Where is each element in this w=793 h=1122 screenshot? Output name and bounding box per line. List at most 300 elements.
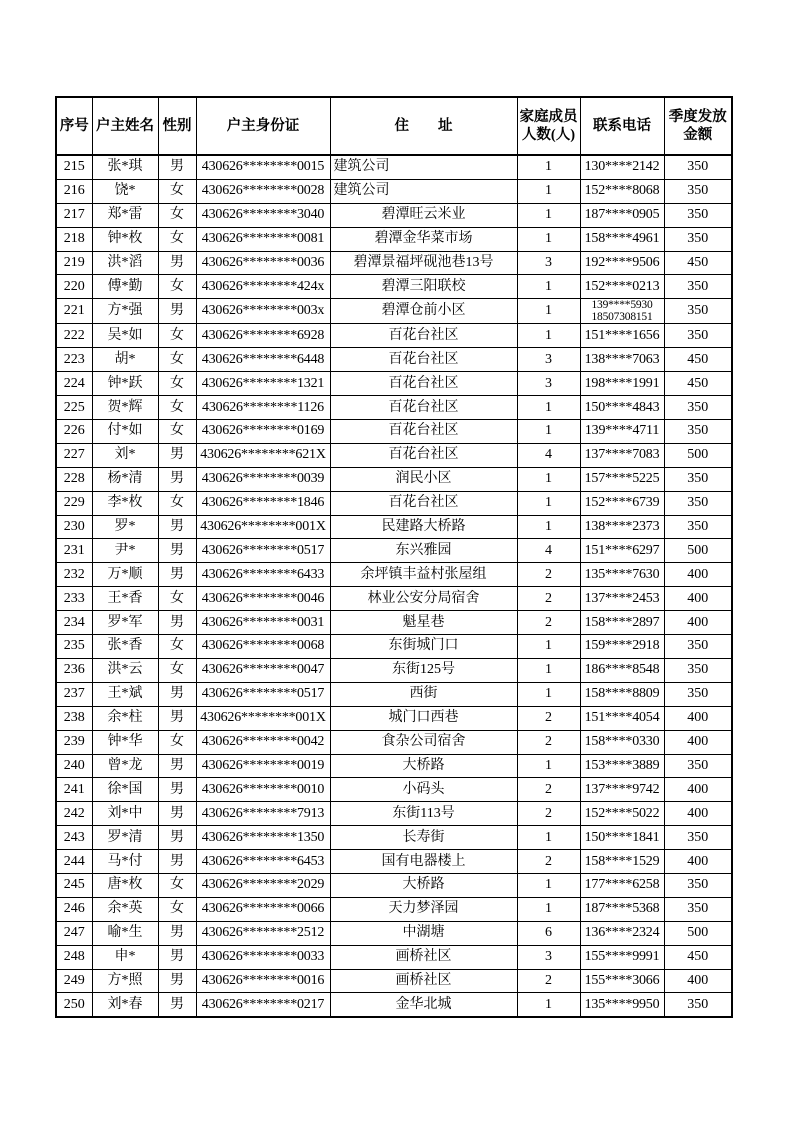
cell-id-number: 430626********1126 [196, 396, 330, 420]
cell-serial-number: 245 [56, 873, 92, 897]
cell-family-members: 1 [517, 227, 580, 251]
cell-householder-name: 傅*勤 [92, 275, 158, 299]
cell-householder-name: 钟*华 [92, 730, 158, 754]
cell-address: 大桥路 [330, 754, 517, 778]
cell-serial-number: 226 [56, 420, 92, 444]
cell-id-number: 430626********0047 [196, 658, 330, 682]
table-row [56, 372, 732, 396]
table-row [56, 275, 732, 299]
cell-id-number: 430626********0015 [196, 155, 330, 179]
cell-family-members: 1 [517, 897, 580, 921]
table-row [56, 921, 732, 945]
cell-address: 小码头 [330, 778, 517, 802]
cell-serial-number: 233 [56, 587, 92, 611]
cell-id-number: 430626********0016 [196, 969, 330, 993]
cell-family-members: 4 [517, 539, 580, 563]
cell-serial-number: 241 [56, 778, 92, 802]
table-row [56, 420, 732, 444]
cell-address: 城门口西巷 [330, 706, 517, 730]
cell-id-number: 430626********0036 [196, 251, 330, 275]
cell-quarterly-amount: 400 [664, 850, 732, 874]
cell-gender: 女 [158, 587, 196, 611]
cell-address: 碧潭旺云米业 [330, 203, 517, 227]
cell-gender: 男 [158, 802, 196, 826]
cell-id-number: 430626********0169 [196, 420, 330, 444]
cell-id-number: 430626********6928 [196, 324, 330, 348]
cell-id-number: 430626********1321 [196, 372, 330, 396]
cell-address: 东街城门口 [330, 635, 517, 659]
table-row [56, 179, 732, 203]
cell-householder-name: 刘*中 [92, 802, 158, 826]
table-row [56, 850, 732, 874]
cell-quarterly-amount: 350 [664, 491, 732, 515]
cell-phone: 157****5225 [580, 467, 664, 491]
cell-householder-name: 尹* [92, 539, 158, 563]
cell-gender: 女 [158, 324, 196, 348]
cell-family-members: 1 [517, 203, 580, 227]
header-members: 家庭成员人数(人) [517, 97, 580, 155]
cell-gender: 男 [158, 826, 196, 850]
cell-quarterly-amount: 400 [664, 778, 732, 802]
cell-serial-number: 231 [56, 539, 92, 563]
cell-householder-name: 余*柱 [92, 706, 158, 730]
cell-family-members: 1 [517, 275, 580, 299]
cell-family-members: 1 [517, 420, 580, 444]
cell-householder-name: 杨*清 [92, 467, 158, 491]
cell-serial-number: 224 [56, 372, 92, 396]
cell-family-members: 1 [517, 491, 580, 515]
cell-quarterly-amount: 400 [664, 969, 732, 993]
table-row [56, 682, 732, 706]
cell-id-number: 430626********0039 [196, 467, 330, 491]
cell-id-number: 430626********0217 [196, 993, 330, 1017]
cell-householder-name: 王*香 [92, 587, 158, 611]
cell-gender: 女 [158, 372, 196, 396]
cell-householder-name: 刘*春 [92, 993, 158, 1017]
header-phone: 联系电话 [580, 97, 664, 155]
table-row [56, 993, 732, 1017]
cell-phone: 135****7630 [580, 563, 664, 587]
cell-serial-number: 218 [56, 227, 92, 251]
cell-phone: 137****9742 [580, 778, 664, 802]
cell-id-number: 430626********0068 [196, 635, 330, 659]
cell-id-number: 430626********0517 [196, 539, 330, 563]
cell-family-members: 2 [517, 778, 580, 802]
table-row [56, 969, 732, 993]
cell-quarterly-amount: 350 [664, 203, 732, 227]
cell-householder-name: 徐*国 [92, 778, 158, 802]
cell-householder-name: 贺*辉 [92, 396, 158, 420]
cell-serial-number: 234 [56, 611, 92, 635]
cell-address: 画桥社区 [330, 969, 517, 993]
cell-quarterly-amount: 400 [664, 706, 732, 730]
cell-phone: 155****9991 [580, 945, 664, 969]
cell-family-members: 3 [517, 348, 580, 372]
cell-phone: 187****5368 [580, 897, 664, 921]
cell-id-number: 430626********621X [196, 443, 330, 467]
cell-householder-name: 饶* [92, 179, 158, 203]
cell-householder-name: 万*顺 [92, 563, 158, 587]
cell-phone: 177****6258 [580, 873, 664, 897]
cell-phone: 158****4961 [580, 227, 664, 251]
cell-householder-name: 曾*龙 [92, 754, 158, 778]
cell-quarterly-amount: 350 [664, 897, 732, 921]
cell-family-members: 1 [517, 682, 580, 706]
cell-address: 百花台社区 [330, 372, 517, 396]
table-row [56, 324, 732, 348]
table-row [56, 491, 732, 515]
table-row [56, 635, 732, 659]
table-row [56, 754, 732, 778]
cell-id-number: 430626********0042 [196, 730, 330, 754]
header-gender: 性别 [158, 97, 196, 155]
cell-quarterly-amount: 350 [664, 155, 732, 179]
cell-id-number: 430626********0019 [196, 754, 330, 778]
cell-householder-name: 郑*雷 [92, 203, 158, 227]
cell-serial-number: 221 [56, 299, 92, 324]
cell-phone: 155****3066 [580, 969, 664, 993]
cell-id-number: 430626********0033 [196, 945, 330, 969]
cell-id-number: 430626********2029 [196, 873, 330, 897]
cell-phone: 135****9950 [580, 993, 664, 1017]
cell-serial-number: 219 [56, 251, 92, 275]
cell-address: 东兴雅园 [330, 539, 517, 563]
cell-phone: 152****0213 [580, 275, 664, 299]
cell-address: 碧潭仓前小区 [330, 299, 517, 324]
table-row [56, 873, 732, 897]
cell-address: 大桥路 [330, 873, 517, 897]
table-row [56, 443, 732, 467]
phone-line: 18507308151 [591, 311, 653, 324]
cell-serial-number: 243 [56, 826, 92, 850]
cell-serial-number: 247 [56, 921, 92, 945]
cell-phone: 158****8809 [580, 682, 664, 706]
cell-quarterly-amount: 350 [664, 873, 732, 897]
cell-id-number: 430626********003x [196, 299, 330, 324]
cell-quarterly-amount: 350 [664, 515, 732, 539]
cell-phone: 158****2897 [580, 611, 664, 635]
cell-serial-number: 229 [56, 491, 92, 515]
table-row [56, 611, 732, 635]
cell-id-number: 430626********0010 [196, 778, 330, 802]
cell-quarterly-amount: 400 [664, 563, 732, 587]
cell-quarterly-amount: 500 [664, 539, 732, 563]
cell-phone: 137****7083 [580, 443, 664, 467]
cell-phone: 130****2142 [580, 155, 664, 179]
cell-address: 建筑公司 [330, 155, 517, 179]
cell-serial-number: 239 [56, 730, 92, 754]
table-row [56, 802, 732, 826]
cell-phone: 151****1656 [580, 324, 664, 348]
cell-address: 西街 [330, 682, 517, 706]
cell-phone: 136****2324 [580, 921, 664, 945]
cell-serial-number: 228 [56, 467, 92, 491]
cell-quarterly-amount: 350 [664, 826, 732, 850]
cell-quarterly-amount: 400 [664, 802, 732, 826]
cell-gender: 男 [158, 993, 196, 1017]
cell-phone [580, 299, 664, 324]
cell-family-members: 1 [517, 467, 580, 491]
cell-phone: 159****2918 [580, 635, 664, 659]
table-row [56, 515, 732, 539]
cell-householder-name: 吴*如 [92, 324, 158, 348]
table-row [56, 396, 732, 420]
cell-householder-name: 付*如 [92, 420, 158, 444]
cell-gender: 女 [158, 730, 196, 754]
cell-serial-number: 217 [56, 203, 92, 227]
cell-householder-name: 罗*清 [92, 826, 158, 850]
cell-quarterly-amount: 500 [664, 443, 732, 467]
table-row [56, 706, 732, 730]
cell-gender: 女 [158, 227, 196, 251]
cell-phone: 187****0905 [580, 203, 664, 227]
cell-gender: 男 [158, 467, 196, 491]
cell-family-members: 2 [517, 706, 580, 730]
cell-householder-name: 胡* [92, 348, 158, 372]
header-id: 户主身份证 [196, 97, 330, 155]
cell-serial-number: 250 [56, 993, 92, 1017]
cell-gender: 女 [158, 491, 196, 515]
cell-serial-number: 223 [56, 348, 92, 372]
cell-address: 林业公安分局宿舍 [330, 587, 517, 611]
cell-gender: 男 [158, 921, 196, 945]
cell-id-number: 430626********0081 [196, 227, 330, 251]
cell-gender: 女 [158, 348, 196, 372]
cell-address: 中湖塘 [330, 921, 517, 945]
cell-quarterly-amount: 350 [664, 324, 732, 348]
cell-family-members: 1 [517, 635, 580, 659]
cell-householder-name: 王*斌 [92, 682, 158, 706]
cell-phone: 138****2373 [580, 515, 664, 539]
cell-family-members: 1 [517, 873, 580, 897]
cell-serial-number: 246 [56, 897, 92, 921]
cell-quarterly-amount: 350 [664, 299, 732, 324]
cell-quarterly-amount: 350 [664, 179, 732, 203]
cell-gender: 男 [158, 251, 196, 275]
cell-family-members: 1 [517, 993, 580, 1017]
cell-address: 百花台社区 [330, 420, 517, 444]
cell-quarterly-amount: 400 [664, 611, 732, 635]
cell-gender: 女 [158, 897, 196, 921]
cell-gender: 女 [158, 635, 196, 659]
cell-address: 百花台社区 [330, 396, 517, 420]
cell-gender: 男 [158, 778, 196, 802]
cell-quarterly-amount: 350 [664, 396, 732, 420]
cell-address: 民建路大桥路 [330, 515, 517, 539]
cell-gender: 男 [158, 850, 196, 874]
cell-address: 余坪镇丰益村张屋组 [330, 563, 517, 587]
cell-address: 碧潭景福坪砚池巷13号 [330, 251, 517, 275]
table-row [56, 658, 732, 682]
cell-family-members: 2 [517, 587, 580, 611]
cell-quarterly-amount: 400 [664, 730, 732, 754]
cell-serial-number: 220 [56, 275, 92, 299]
cell-gender: 男 [158, 682, 196, 706]
cell-phone: 150****1841 [580, 826, 664, 850]
cell-phone: 152****8068 [580, 179, 664, 203]
cell-family-members: 2 [517, 730, 580, 754]
cell-quarterly-amount: 350 [664, 420, 732, 444]
cell-phone: 152****5022 [580, 802, 664, 826]
cell-family-members: 1 [517, 658, 580, 682]
cell-family-members: 2 [517, 850, 580, 874]
cell-family-members: 1 [517, 299, 580, 324]
table-row [56, 945, 732, 969]
cell-serial-number: 240 [56, 754, 92, 778]
cell-serial-number: 235 [56, 635, 92, 659]
cell-id-number: 430626********0028 [196, 179, 330, 203]
cell-family-members: 1 [517, 826, 580, 850]
cell-householder-name: 方*强 [92, 299, 158, 324]
cell-phone: 150****4843 [580, 396, 664, 420]
cell-id-number: 430626********6433 [196, 563, 330, 587]
cell-address: 东街125号 [330, 658, 517, 682]
cell-serial-number: 216 [56, 179, 92, 203]
cell-serial-number: 230 [56, 515, 92, 539]
cell-quarterly-amount: 350 [664, 275, 732, 299]
cell-serial-number: 249 [56, 969, 92, 993]
table-row [56, 299, 732, 324]
cell-address: 魁星巷 [330, 611, 517, 635]
cell-householder-name: 洪*滔 [92, 251, 158, 275]
cell-quarterly-amount: 350 [664, 467, 732, 491]
cell-serial-number: 227 [56, 443, 92, 467]
cell-gender: 男 [158, 539, 196, 563]
phone-line: 139****5930 [591, 299, 653, 312]
cell-phone: 152****6739 [580, 491, 664, 515]
cell-gender: 男 [158, 443, 196, 467]
cell-serial-number: 242 [56, 802, 92, 826]
cell-quarterly-amount: 450 [664, 348, 732, 372]
cell-gender: 女 [158, 203, 196, 227]
header-amount: 季度发放金额 [664, 97, 732, 155]
cell-address: 百花台社区 [330, 443, 517, 467]
cell-quarterly-amount: 350 [664, 754, 732, 778]
cell-family-members: 2 [517, 969, 580, 993]
cell-family-members: 4 [517, 443, 580, 467]
cell-address: 画桥社区 [330, 945, 517, 969]
cell-gender: 男 [158, 706, 196, 730]
cell-address: 碧潭三阳联校 [330, 275, 517, 299]
cell-serial-number: 222 [56, 324, 92, 348]
cell-householder-name: 张*琪 [92, 155, 158, 179]
cell-address: 润民小区 [330, 467, 517, 491]
cell-quarterly-amount: 400 [664, 587, 732, 611]
cell-householder-name: 申* [92, 945, 158, 969]
cell-serial-number: 232 [56, 563, 92, 587]
cell-phone: 151****6297 [580, 539, 664, 563]
cell-gender: 男 [158, 299, 196, 324]
cell-householder-name: 余*英 [92, 897, 158, 921]
table-row [56, 155, 732, 179]
cell-quarterly-amount: 350 [664, 635, 732, 659]
cell-gender: 男 [158, 563, 196, 587]
cell-family-members: 2 [517, 563, 580, 587]
table-row [56, 203, 732, 227]
cell-family-members: 1 [517, 155, 580, 179]
cell-serial-number: 215 [56, 155, 92, 179]
cell-id-number: 430626********0046 [196, 587, 330, 611]
table-body [56, 155, 732, 1017]
cell-householder-name: 钟*跃 [92, 372, 158, 396]
cell-family-members: 2 [517, 802, 580, 826]
cell-serial-number: 237 [56, 682, 92, 706]
cell-address: 天力梦泽园 [330, 897, 517, 921]
cell-householder-name: 张*香 [92, 635, 158, 659]
cell-gender: 男 [158, 515, 196, 539]
cell-id-number: 430626********6453 [196, 850, 330, 874]
cell-address: 碧潭金华菜市场 [330, 227, 517, 251]
cell-address: 金华北城 [330, 993, 517, 1017]
cell-quarterly-amount: 450 [664, 945, 732, 969]
cell-serial-number: 236 [56, 658, 92, 682]
cell-serial-number: 248 [56, 945, 92, 969]
cell-gender: 女 [158, 275, 196, 299]
cell-phone: 151****4054 [580, 706, 664, 730]
cell-quarterly-amount: 500 [664, 921, 732, 945]
cell-gender: 男 [158, 754, 196, 778]
cell-gender: 女 [158, 179, 196, 203]
cell-phone: 137****2453 [580, 587, 664, 611]
cell-phone: 153****3889 [580, 754, 664, 778]
cell-family-members: 1 [517, 324, 580, 348]
cell-address: 建筑公司 [330, 179, 517, 203]
cell-phone: 138****7063 [580, 348, 664, 372]
cell-id-number: 430626********001X [196, 706, 330, 730]
cell-id-number: 430626********0517 [196, 682, 330, 706]
cell-address: 国有电器楼上 [330, 850, 517, 874]
cell-householder-name: 马*付 [92, 850, 158, 874]
cell-family-members: 1 [517, 515, 580, 539]
table-row [56, 563, 732, 587]
cell-householder-name: 罗*军 [92, 611, 158, 635]
cell-householder-name: 刘* [92, 443, 158, 467]
cell-quarterly-amount: 350 [664, 658, 732, 682]
table-row [56, 826, 732, 850]
cell-quarterly-amount: 350 [664, 682, 732, 706]
cell-phone: 198****1991 [580, 372, 664, 396]
table-row [56, 539, 732, 563]
cell-quarterly-amount: 350 [664, 993, 732, 1017]
cell-id-number: 430626********1350 [196, 826, 330, 850]
cell-family-members: 1 [517, 754, 580, 778]
cell-householder-name: 唐*枚 [92, 873, 158, 897]
header-row [56, 97, 732, 155]
cell-phone: 186****8548 [580, 658, 664, 682]
table-row [56, 227, 732, 251]
header-address: 住 址 [330, 97, 517, 155]
cell-quarterly-amount: 450 [664, 372, 732, 396]
cell-gender: 男 [158, 611, 196, 635]
header-no: 序号 [56, 97, 92, 155]
cell-gender: 女 [158, 873, 196, 897]
header-name: 户主姓名 [92, 97, 158, 155]
cell-family-members: 6 [517, 921, 580, 945]
cell-phone: 139****4711 [580, 420, 664, 444]
beneficiary-table [55, 96, 733, 1018]
cell-address: 食杂公司宿舍 [330, 730, 517, 754]
cell-address: 东街113号 [330, 802, 517, 826]
cell-gender: 男 [158, 155, 196, 179]
table-header [56, 97, 732, 155]
cell-id-number: 430626********0066 [196, 897, 330, 921]
cell-family-members: 3 [517, 372, 580, 396]
cell-gender: 女 [158, 396, 196, 420]
cell-id-number: 430626********7913 [196, 802, 330, 826]
cell-id-number: 430626********1846 [196, 491, 330, 515]
cell-householder-name: 罗* [92, 515, 158, 539]
cell-householder-name: 李*枚 [92, 491, 158, 515]
